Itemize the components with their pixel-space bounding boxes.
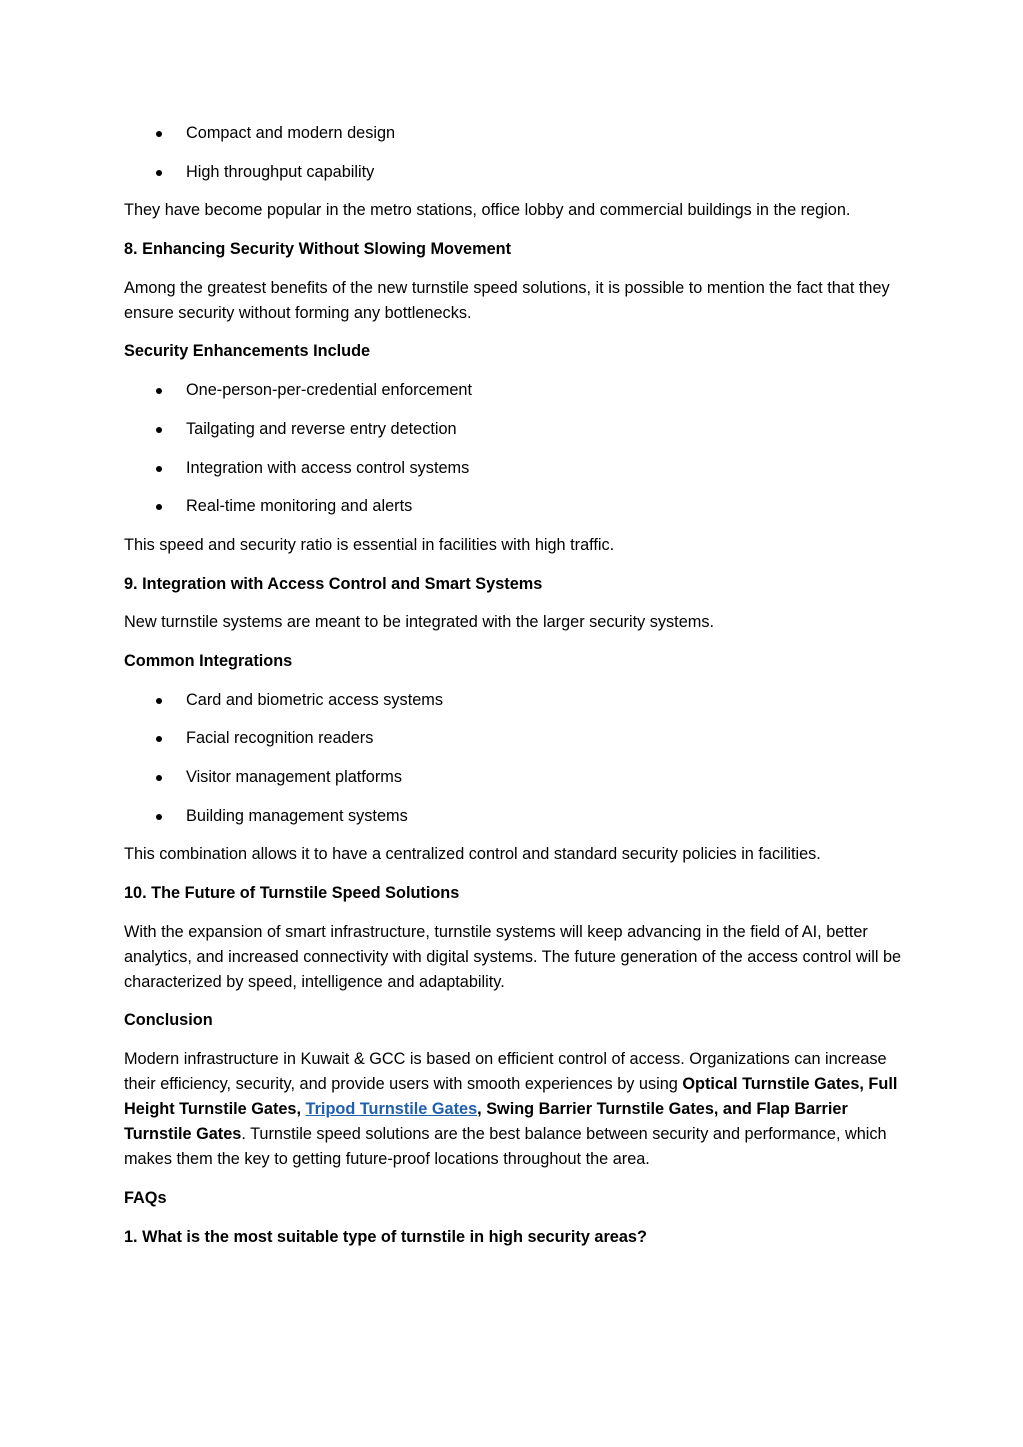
integrations-list — [124, 688, 904, 829]
text: . Turnstile speed solutions are the best balance between security and performance, which makes them the key to getting future-proof locations throughout the area. — [124, 1125, 887, 1169]
list-item — [124, 804, 904, 829]
bullet-icon — [156, 131, 162, 137]
bullet-icon — [156, 775, 162, 781]
document-page — [124, 121, 904, 1263]
paragraph: Among the greatest benefits of the new turnstile speed solutions, it is possible to mention the fact that they ensure security without forming any bottlenecks. — [124, 278, 890, 322]
bullet-icon — [156, 504, 162, 510]
bullet-icon — [156, 388, 162, 394]
faqs-heading: FAQs — [124, 1188, 167, 1207]
list-item-text: Real-time monitoring and alerts — [186, 497, 413, 516]
list-item — [124, 494, 904, 519]
bullet-icon — [156, 466, 162, 472]
bullet-icon — [156, 427, 162, 433]
list-item — [124, 765, 904, 790]
list-item-text: Building management systems — [186, 806, 408, 825]
list-item-text: Facial recognition readers — [186, 729, 374, 748]
section-heading: 10. The Future of Turnstile Speed Solutions — [124, 884, 460, 903]
list-item-text: Integration with access control systems — [186, 458, 470, 477]
list-item-text: Compact and modern design — [186, 124, 396, 142]
paragraph: New turnstile systems are meant to be integrated with the larger security systems. — [124, 613, 714, 632]
conclusion-heading: Conclusion — [124, 1011, 213, 1030]
list-item-text: Visitor management platforms — [186, 768, 402, 786]
list-item — [124, 378, 904, 403]
list-item-text: Tailgating and reverse entry detection — [186, 419, 457, 438]
list-item-text: One-person-per-credential enforcement — [186, 381, 472, 400]
list-item — [124, 121, 904, 146]
faq-question: 1. What is the most suitable type of turnstile in high security areas? — [124, 1227, 647, 1246]
bullet-icon — [156, 698, 162, 704]
bold-text: Optical Turnstile Gates, Full Height Turnstile Gates, — [124, 1075, 898, 1119]
list-item — [124, 726, 904, 751]
security-list — [124, 378, 904, 519]
paragraph: This combination allows it to have a centralized control and standard security policies in facilities. — [124, 845, 821, 864]
feature-list — [124, 121, 904, 185]
conclusion-paragraph — [124, 1047, 904, 1172]
list-item — [124, 688, 904, 713]
section-heading: 8. Enhancing Security Without Slowing Movement — [124, 240, 512, 259]
list-item — [124, 417, 904, 442]
subheading: Common Integrations — [124, 651, 293, 670]
paragraph: They have become popular in the metro stations, office lobby and commercial buildings in the region. — [124, 201, 851, 220]
paragraph: With the expansion of smart infrastructure, turnstile systems will keep advancing in the field of AI, better analytics, and increased connectivity with digital systems. The future generation of the access control will be characterized by speed, intelligence and adaptability. — [124, 922, 902, 991]
list-item-text: Card and biometric access systems — [186, 690, 443, 709]
list-item — [124, 456, 904, 481]
list-item-text: High throughput capability — [186, 162, 375, 181]
bullet-icon — [156, 170, 162, 176]
bullet-icon — [156, 814, 162, 820]
list-item — [124, 160, 904, 185]
bullet-icon — [156, 736, 162, 742]
text: Modern infrastructure in Kuwait & GCC is based on efficient control of access. Organizations can increase their efficiency, security, and provide users with smooth experiences by using — [124, 1050, 887, 1094]
section-heading: 9. Integration with Access Control and Smart Systems — [124, 574, 543, 593]
tripod-turnstile-link[interactable]: Tripod Turnstile Gates — [305, 1100, 478, 1119]
subheading: Security Enhancements Include — [124, 342, 371, 361]
paragraph: This speed and security ratio is essential in facilities with high traffic. — [124, 535, 615, 554]
bold-text: , Swing Barrier Turnstile Gates, and Flap Barrier Turnstile Gates — [124, 1100, 848, 1144]
